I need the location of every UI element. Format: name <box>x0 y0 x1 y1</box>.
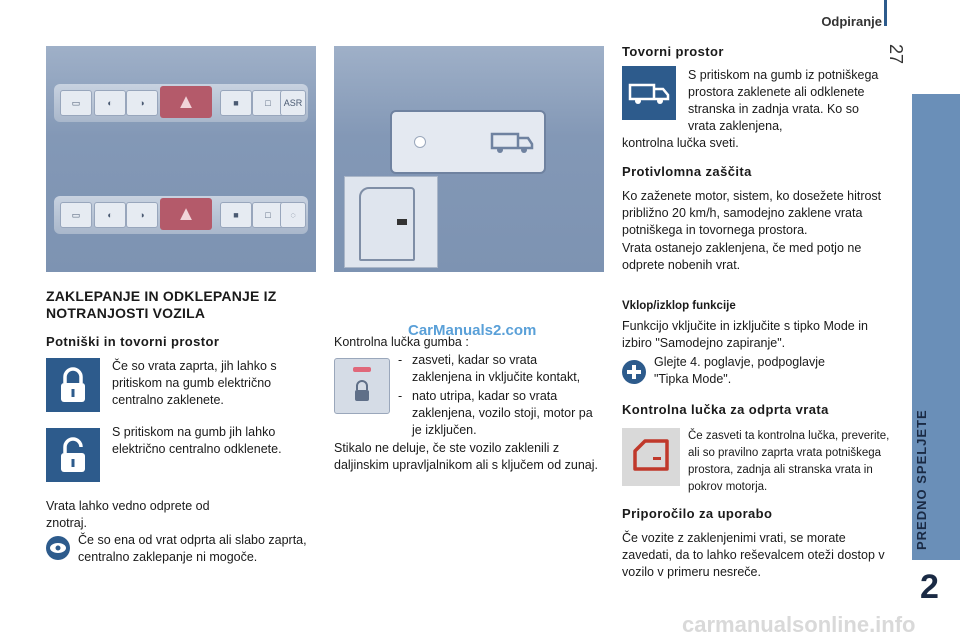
lock-button-icon <box>46 358 100 412</box>
unlock-description: S pritiskom na gumb jih lahko električno centralno odklenete. <box>112 425 282 456</box>
section-heading-antitheft: Protivlomna zaščita <box>622 164 752 179</box>
unlock-button-small-2: □ <box>252 202 284 228</box>
fog-light-button-2: ◐ <box>94 202 126 228</box>
chapter-title: Odpiranje <box>821 14 882 29</box>
recommendation-text: Če vozite z zaklenjenimi vrati, se morate zavedati, da to lahko reševalcem oteži dostop v vozilo v primeru nesreče. <box>622 531 885 579</box>
dashboard-photo <box>46 46 316 272</box>
eye-icon <box>46 536 70 560</box>
fog-light-button: ◐ <box>94 90 126 116</box>
section-heading-toggle: Vklop/izklop funkcije <box>622 300 736 312</box>
cargo-description-end: kontrolna lučka sveti. <box>622 136 739 150</box>
alarm-button: ◌ <box>280 202 306 228</box>
switch-inactive-note: Stikalo ne deluje, če ste vozilo zaklenili z daljinskim upravljalnikom ali s ključem od zunaj. <box>334 441 598 472</box>
section-heading-passenger: Potniški in tovorni prostor <box>46 334 220 349</box>
cargo-button-photo <box>334 46 604 272</box>
mode-reference: Glejte 4. poglavje, podpoglavje "Tipka Mode". <box>654 355 825 386</box>
page-number: 27 <box>886 44 906 65</box>
central-lock-switch-icon <box>334 358 390 414</box>
bullet-dash-2: - <box>398 389 403 403</box>
door-open-warning-icon <box>622 428 680 486</box>
rear-defrost-button-2: ▭ <box>60 202 92 228</box>
carmanuals-watermark: CarManuals2.com <box>408 322 537 339</box>
hazard-button-2: ▲ <box>160 198 212 230</box>
door-handle <box>397 219 407 225</box>
section-heading-cargo: Tovorni prostor <box>622 44 724 59</box>
main-title: ZAKLEPANJE IN ODKLEPANJE IZ NOTRANJOSTI VOZILA <box>46 288 277 321</box>
bullet-dash-1: - <box>398 353 403 367</box>
button-strip-bottom <box>54 196 308 234</box>
lock-description: Če so vrata zaprta, jih lahko s pritiskom na gumb električno centralno zaklenete. <box>112 359 277 407</box>
fog-rear-button-2: ◑ <box>126 202 158 228</box>
cargo-van-icon <box>622 66 676 120</box>
door-open-warning: Če so ena od vrat odprta ali slabo zaprta, centralno zaklepanje ni mogoče. <box>78 533 307 564</box>
asr-button: ASR <box>280 90 306 116</box>
rear-defrost-button: ▭ <box>60 90 92 116</box>
header-accent-bar <box>884 0 887 26</box>
button-strip-top <box>54 84 308 122</box>
red-led <box>353 367 371 372</box>
section-heading-recommendation: Priporočilo za uporabo <box>622 506 773 521</box>
antitheft-paragraph-1: Ko zaženete motor, sistem, ko dosežete hitrost približno 20 km/h, samodejno zaklene vrata potniškega in tovornega prostora. <box>622 189 882 237</box>
lock-button-small-2: ■ <box>220 202 252 228</box>
indicator-led <box>414 136 426 148</box>
chapter-sidebar <box>912 94 960 640</box>
antitheft-paragraph-2: Vrata ostanejo zaklenjena, če med potjo ne odprete nobenih vrat. <box>622 241 862 272</box>
chapter-number: 2 <box>920 568 939 606</box>
cargo-description: S pritiskom na gumb iz potniškega prostora zaklenete ali odklenete stranska in zadnja vrata. Ko so vrata zaklenjena, <box>688 68 879 133</box>
plus-icon <box>622 360 646 384</box>
fog-rear-button: ◑ <box>126 90 158 116</box>
unlock-button-icon <box>46 428 100 482</box>
indicator-intro: Kontrolna lučka gumba : <box>334 335 469 349</box>
door-inset-photo <box>344 176 438 268</box>
toggle-description: Funkcijo vključite in izključite s tipko Mode in izbiro "Samodejno zapiranje". <box>622 319 868 350</box>
lock-button-small: ■ <box>220 90 252 116</box>
indicator-bullet-2: nato utripa, kadar so vrata zaklenjena, vozilo stoji, motor pa je izključen. <box>412 389 593 437</box>
inside-open-note: Vrata lahko vedno odprete od znotraj. <box>46 499 210 530</box>
unlock-button-small: □ <box>252 90 284 116</box>
door-warning-description: Če zasveti ta kontrolna lučka, preverite, ali so pravilno zaprta vrata potniškega prostora, zadnja ali stranska vrata in pokrov motorja. <box>688 430 890 493</box>
footer-watermark: carmanualsonline.info <box>682 612 916 637</box>
section-heading-door-warning: Kontrolna lučka za odprta vrata <box>622 402 829 417</box>
indicator-bullet-1: zasveti, kadar so vrata zaklenjena in vključite kontakt, <box>412 353 581 384</box>
van-icon <box>488 126 536 156</box>
cargo-lock-switch <box>390 110 546 174</box>
sidebar-label <box>914 510 929 550</box>
hazard-button: ▲ <box>160 86 212 118</box>
